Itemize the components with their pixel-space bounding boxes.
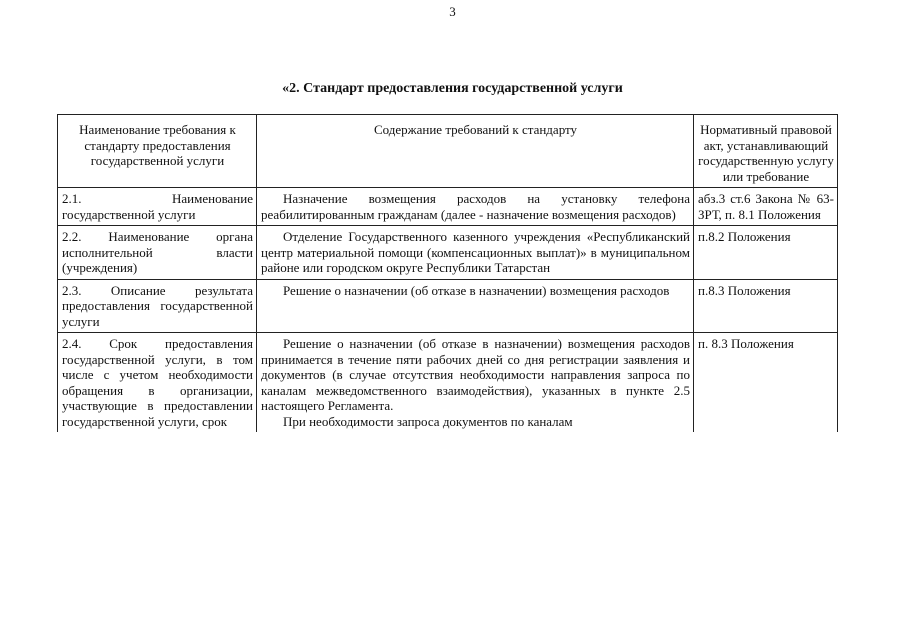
- standard-table: [57, 114, 838, 432]
- requirement-cell: [58, 226, 257, 280]
- act-cell: [694, 333, 838, 433]
- content-text: Решение о назначении (об отказе в назначении) возмещения расходов: [283, 282, 670, 298]
- requirement-cell: [58, 188, 257, 226]
- content-cell: [257, 333, 694, 433]
- act-text: абз.3 ст.6 Закона № 63-ЗРТ, п. 8.1 Положения: [698, 191, 834, 222]
- requirement-text: 2.4. Срок предоставления государственной услуги, в том числе с учетом необходимости обращения в организации, участвующие в предоставлении государственной услуги, срок: [62, 336, 253, 429]
- requirement-text: 2.3. Описание результата предоставления государственной услуги: [62, 282, 253, 329]
- table-row: [58, 226, 838, 280]
- content-text: При необходимости запроса документов по каналам: [283, 413, 573, 429]
- requirement-cell: [58, 279, 257, 333]
- table-row: [58, 279, 838, 333]
- page-number: 3: [449, 4, 456, 19]
- header-requirement: Наименование требования к стандарту предоставления государственной услуги: [58, 115, 257, 188]
- act-text: п. 8.3 Положения: [698, 336, 794, 351]
- table-header-row: [58, 115, 838, 188]
- table-row: [58, 188, 838, 226]
- act-text: п.8.2 Положения: [698, 229, 791, 244]
- act-cell: [694, 226, 838, 280]
- act-text: п.8.3 Положения: [698, 282, 791, 298]
- act-cell: [694, 279, 838, 333]
- section-title: «2. Стандарт предоставления государственной услуги: [282, 81, 623, 96]
- header-act: Нормативный правовой акт, устанавливающий государственную услугу или требование: [694, 115, 838, 188]
- content-text: Отделение Государственного казенного учреждения «Республиканский центр материальной помощи (компенсационных выплат)» в муниципальном районе или городском округе Республики Татарстан: [261, 229, 690, 275]
- content-text: Решение о назначении (об отказе в назначении) возмещения расходов принимается в течение пяти рабочих дней со дня регистрации заявления и документов (в случае отсутствия необходимости направления запроса по каналам межведомственного взаимодействия), указанных в пункте 2.5 настоящего Регламента.: [261, 336, 690, 413]
- requirement-text: 2.2. Наименование органа исполнительной власти (учреждения): [62, 229, 253, 275]
- requirement-text: 2.1. Наименование государственной услуги: [62, 191, 253, 222]
- table-row: [58, 333, 838, 433]
- content-cell: [257, 226, 694, 280]
- requirement-cell: [58, 333, 257, 433]
- act-cell: [694, 188, 838, 226]
- content-cell: [257, 188, 694, 226]
- content-text: Назначение возмещения расходов на установку телефона реабилитированным гражданам (далее - назначение возмещения расходов): [261, 191, 690, 222]
- header-content: Содержание требований к стандарту: [257, 115, 694, 188]
- content-cell: [257, 279, 694, 333]
